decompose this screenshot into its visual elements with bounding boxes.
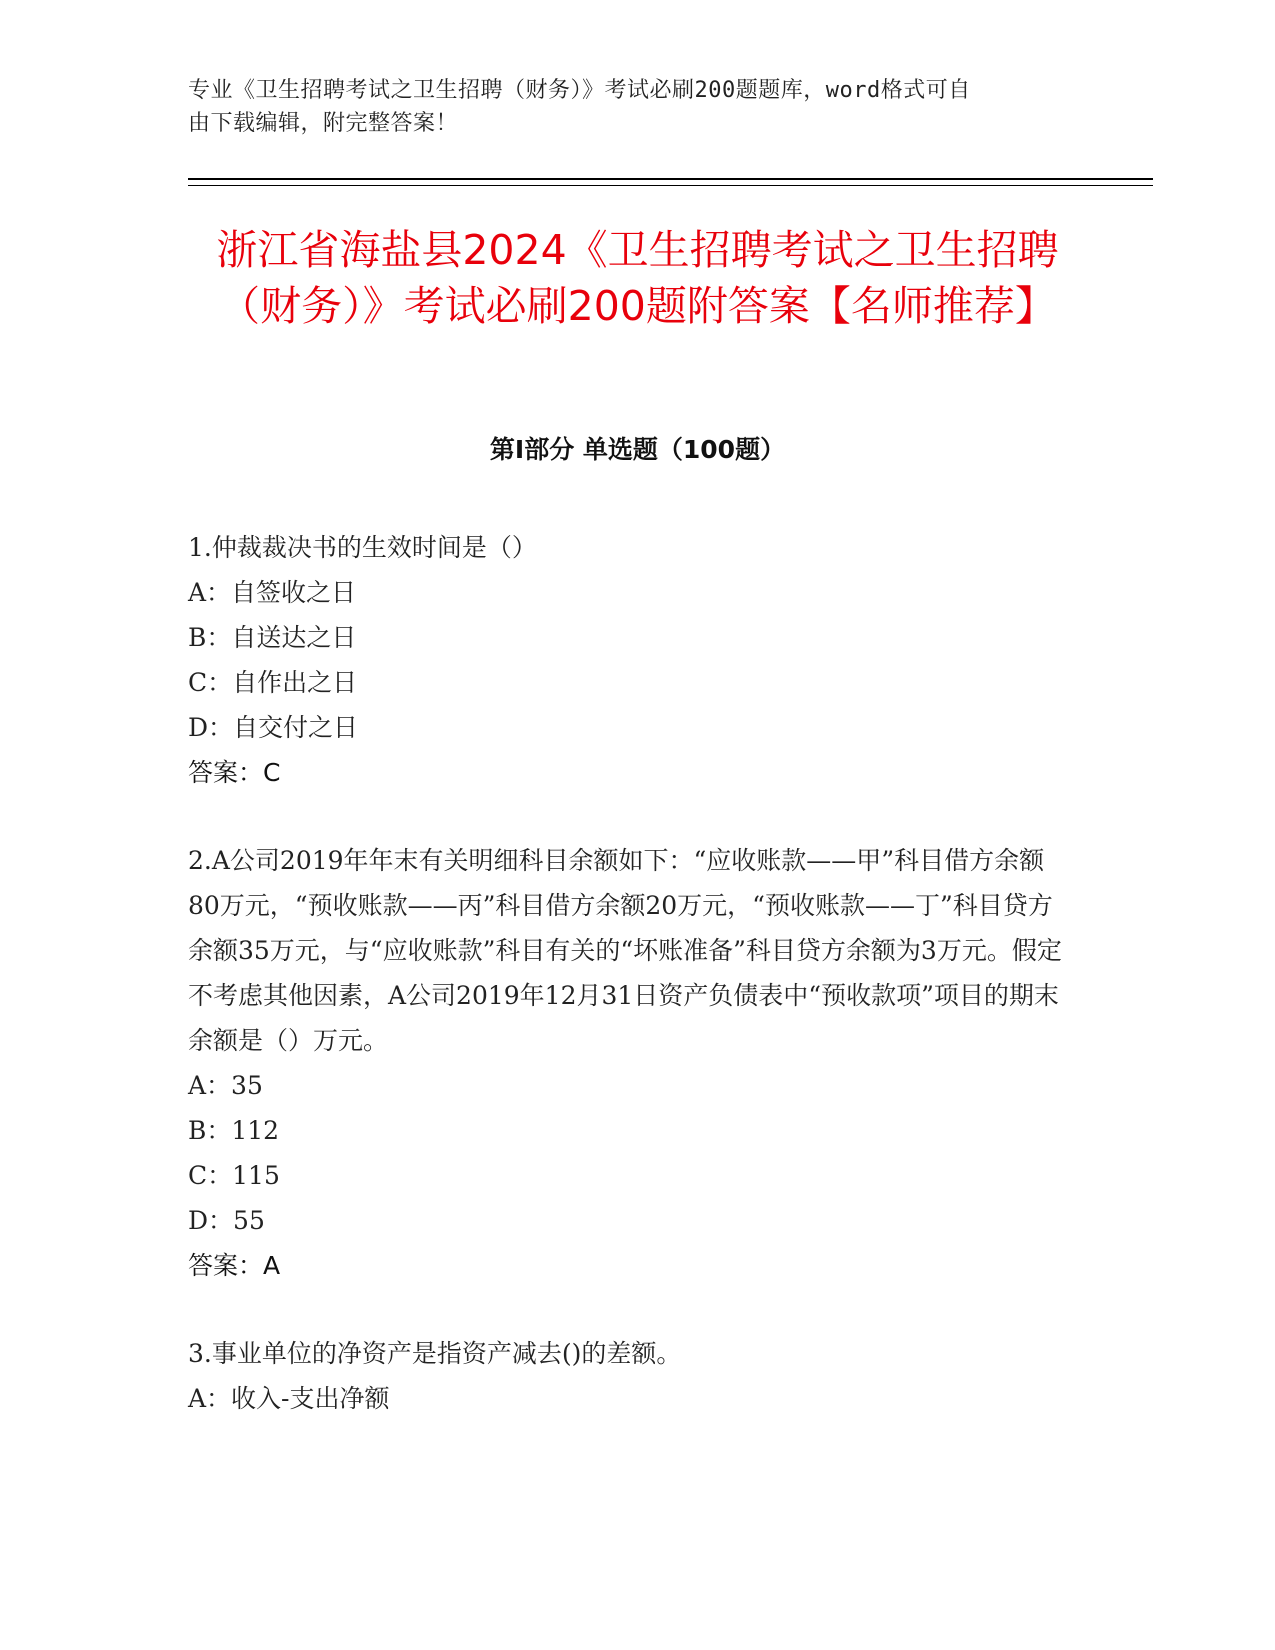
option-c: C：自作出之日 xyxy=(188,668,358,697)
option-a: A：收入-支出净额 xyxy=(188,1384,390,1413)
option-b: B：112 xyxy=(188,1116,280,1145)
question-stem: 3.事业单位的净资产是指资产减去()的差额。 xyxy=(188,1339,682,1368)
header-divider-thin xyxy=(188,185,1153,186)
question-list xyxy=(188,525,1068,1464)
option-d: D：自交付之日 xyxy=(188,713,359,742)
section-heading: 第Ⅰ部分 单选题（100题） xyxy=(489,435,786,464)
question-stem: 2.A公司2019年年末有关明细科目余额如下：“应收账款——甲”科目借方余额80万元，“预收账款——丙”科目借方余额20万元，“预收账款——丁”科目贷方余额35万元，与“应收账款”科目有关的“坏账准备”科目贷方余额为3万元。假定不考虑其他因素，A公司2019年12月31日资产负债表中“预收款项”项目的期末余额是（）万元。 xyxy=(188,846,1062,1055)
answer-line: 答案：A xyxy=(188,1251,281,1280)
question-stem: 1.仲裁裁决书的生效时间是（） xyxy=(188,533,537,562)
option-a: A：35 xyxy=(188,1071,263,1100)
option-d: D：55 xyxy=(188,1206,265,1235)
question-1 xyxy=(188,525,1068,795)
header-divider-thick xyxy=(188,178,1153,180)
document-title: 浙江省海盐县2024《卫生招聘考试之卫生招聘（财务）》考试必刷200题附答案【名师推荐】 xyxy=(216,226,1059,330)
question-3 xyxy=(188,1331,1068,1421)
option-c: C：115 xyxy=(188,1161,280,1190)
header-note xyxy=(188,74,1068,140)
question-2 xyxy=(188,838,1068,1288)
header-note-line-1: 专业《卫生招聘考试之卫生招聘（财务）》考试必刷200题题库，word格式可自 xyxy=(188,78,971,103)
header-note-line-2: 由下载编辑，附完整答案！ xyxy=(188,111,459,136)
option-a: A：自签收之日 xyxy=(188,578,357,607)
option-b: B：自送达之日 xyxy=(188,623,357,652)
answer-line: 答案：C xyxy=(188,758,281,787)
